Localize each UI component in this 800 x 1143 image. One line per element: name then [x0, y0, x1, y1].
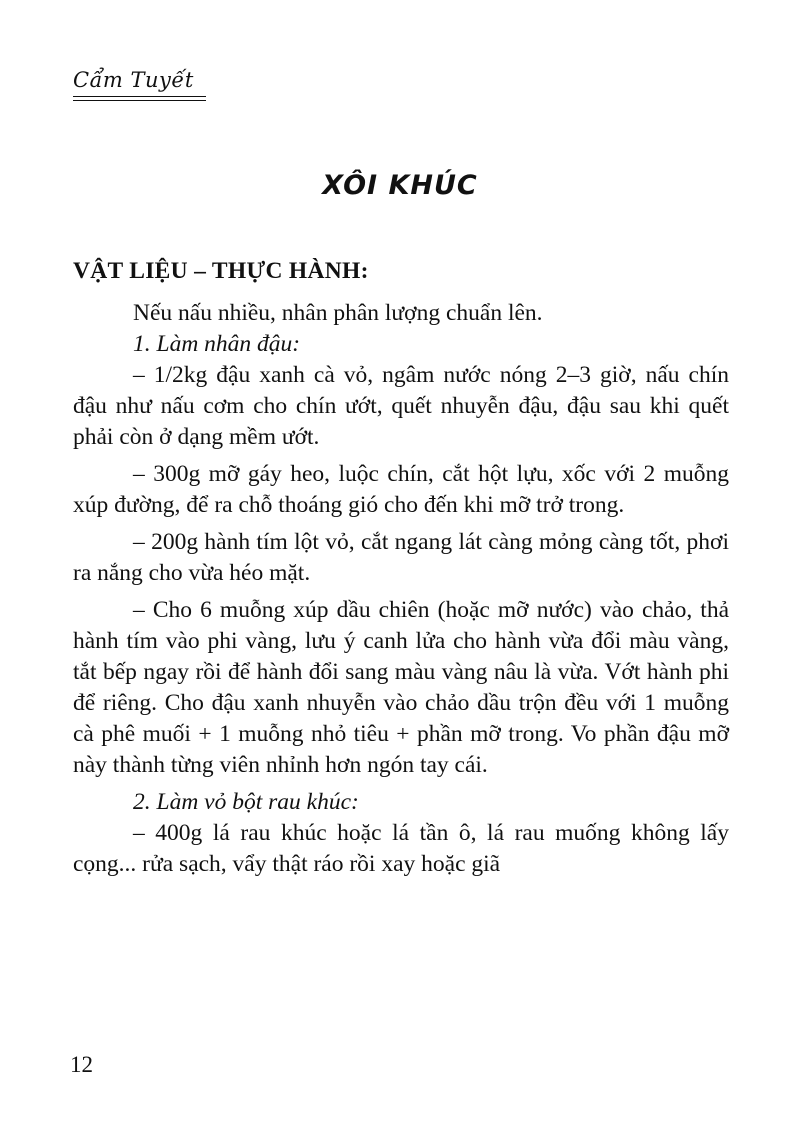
- paragraph-frying: – Cho 6 muỗng xúp dầu chiên (hoặc mỡ nước) vào chảo, thả hành tím vào phi vàng, lưu ý canh lửa cho hành vừa đổi màu vàng, tắt bếp ngay rồi để hành đổi sang màu vàng nâu là vừa. Vớt hành phi để riêng. Cho đậu xanh nhuyễn vào chảo dầu trộn đều với 1 muỗng cà phê muối + 1 muỗng nhỏ tiêu + phần mỡ trong. Vo phần đậu mỡ này thành từng viên nhỉnh hơn ngón tay cái.: [73, 597, 729, 778]
- paragraph-pork-fat: – 300g mỡ gáy heo, luộc chín, cắt hột lựu, xốc với 2 muỗng xúp đường, để ra chỗ thoáng gió cho đến khi mỡ trở trong.: [73, 461, 729, 518]
- paragraph-shallots: – 200g hành tím lột vỏ, cắt ngang lát càng mỏng càng tốt, phơi ra nắng cho vừa héo mặt.: [73, 529, 729, 586]
- paragraph-leaves: – 400g lá rau khúc hoặc lá tần ô, lá rau muống không lấy cọng... rửa sạch, vẩy thật ráo rồi xay hoặc giã: [73, 820, 729, 877]
- subheading-filling: 1. Làm nhân đậu:: [133, 331, 301, 357]
- section-heading: VẬT LIỆU – THỰC HÀNH:: [73, 258, 369, 284]
- running-head-rule: [73, 96, 206, 101]
- running-head: Cẩm Tuyết: [73, 68, 194, 92]
- body-text: [73, 298, 729, 880]
- subheading-dough: 2. Làm vỏ bột rau khúc:: [133, 789, 359, 815]
- paragraph-intro: Nếu nấu nhiều, nhân phân lượng chuẩn lên.: [133, 300, 543, 326]
- page-number: 12: [70, 1052, 93, 1077]
- recipe-title: XÔI KHÚC: [322, 170, 478, 201]
- paragraph-mung-bean: – 1/2kg đậu xanh cà vỏ, ngâm nước nóng 2–3 giờ, nấu chín đậu như nấu cơm cho chín ướt, quết nhuyễn đậu, đậu sau khi quết phải còn ở dạng mềm ướt.: [73, 362, 729, 450]
